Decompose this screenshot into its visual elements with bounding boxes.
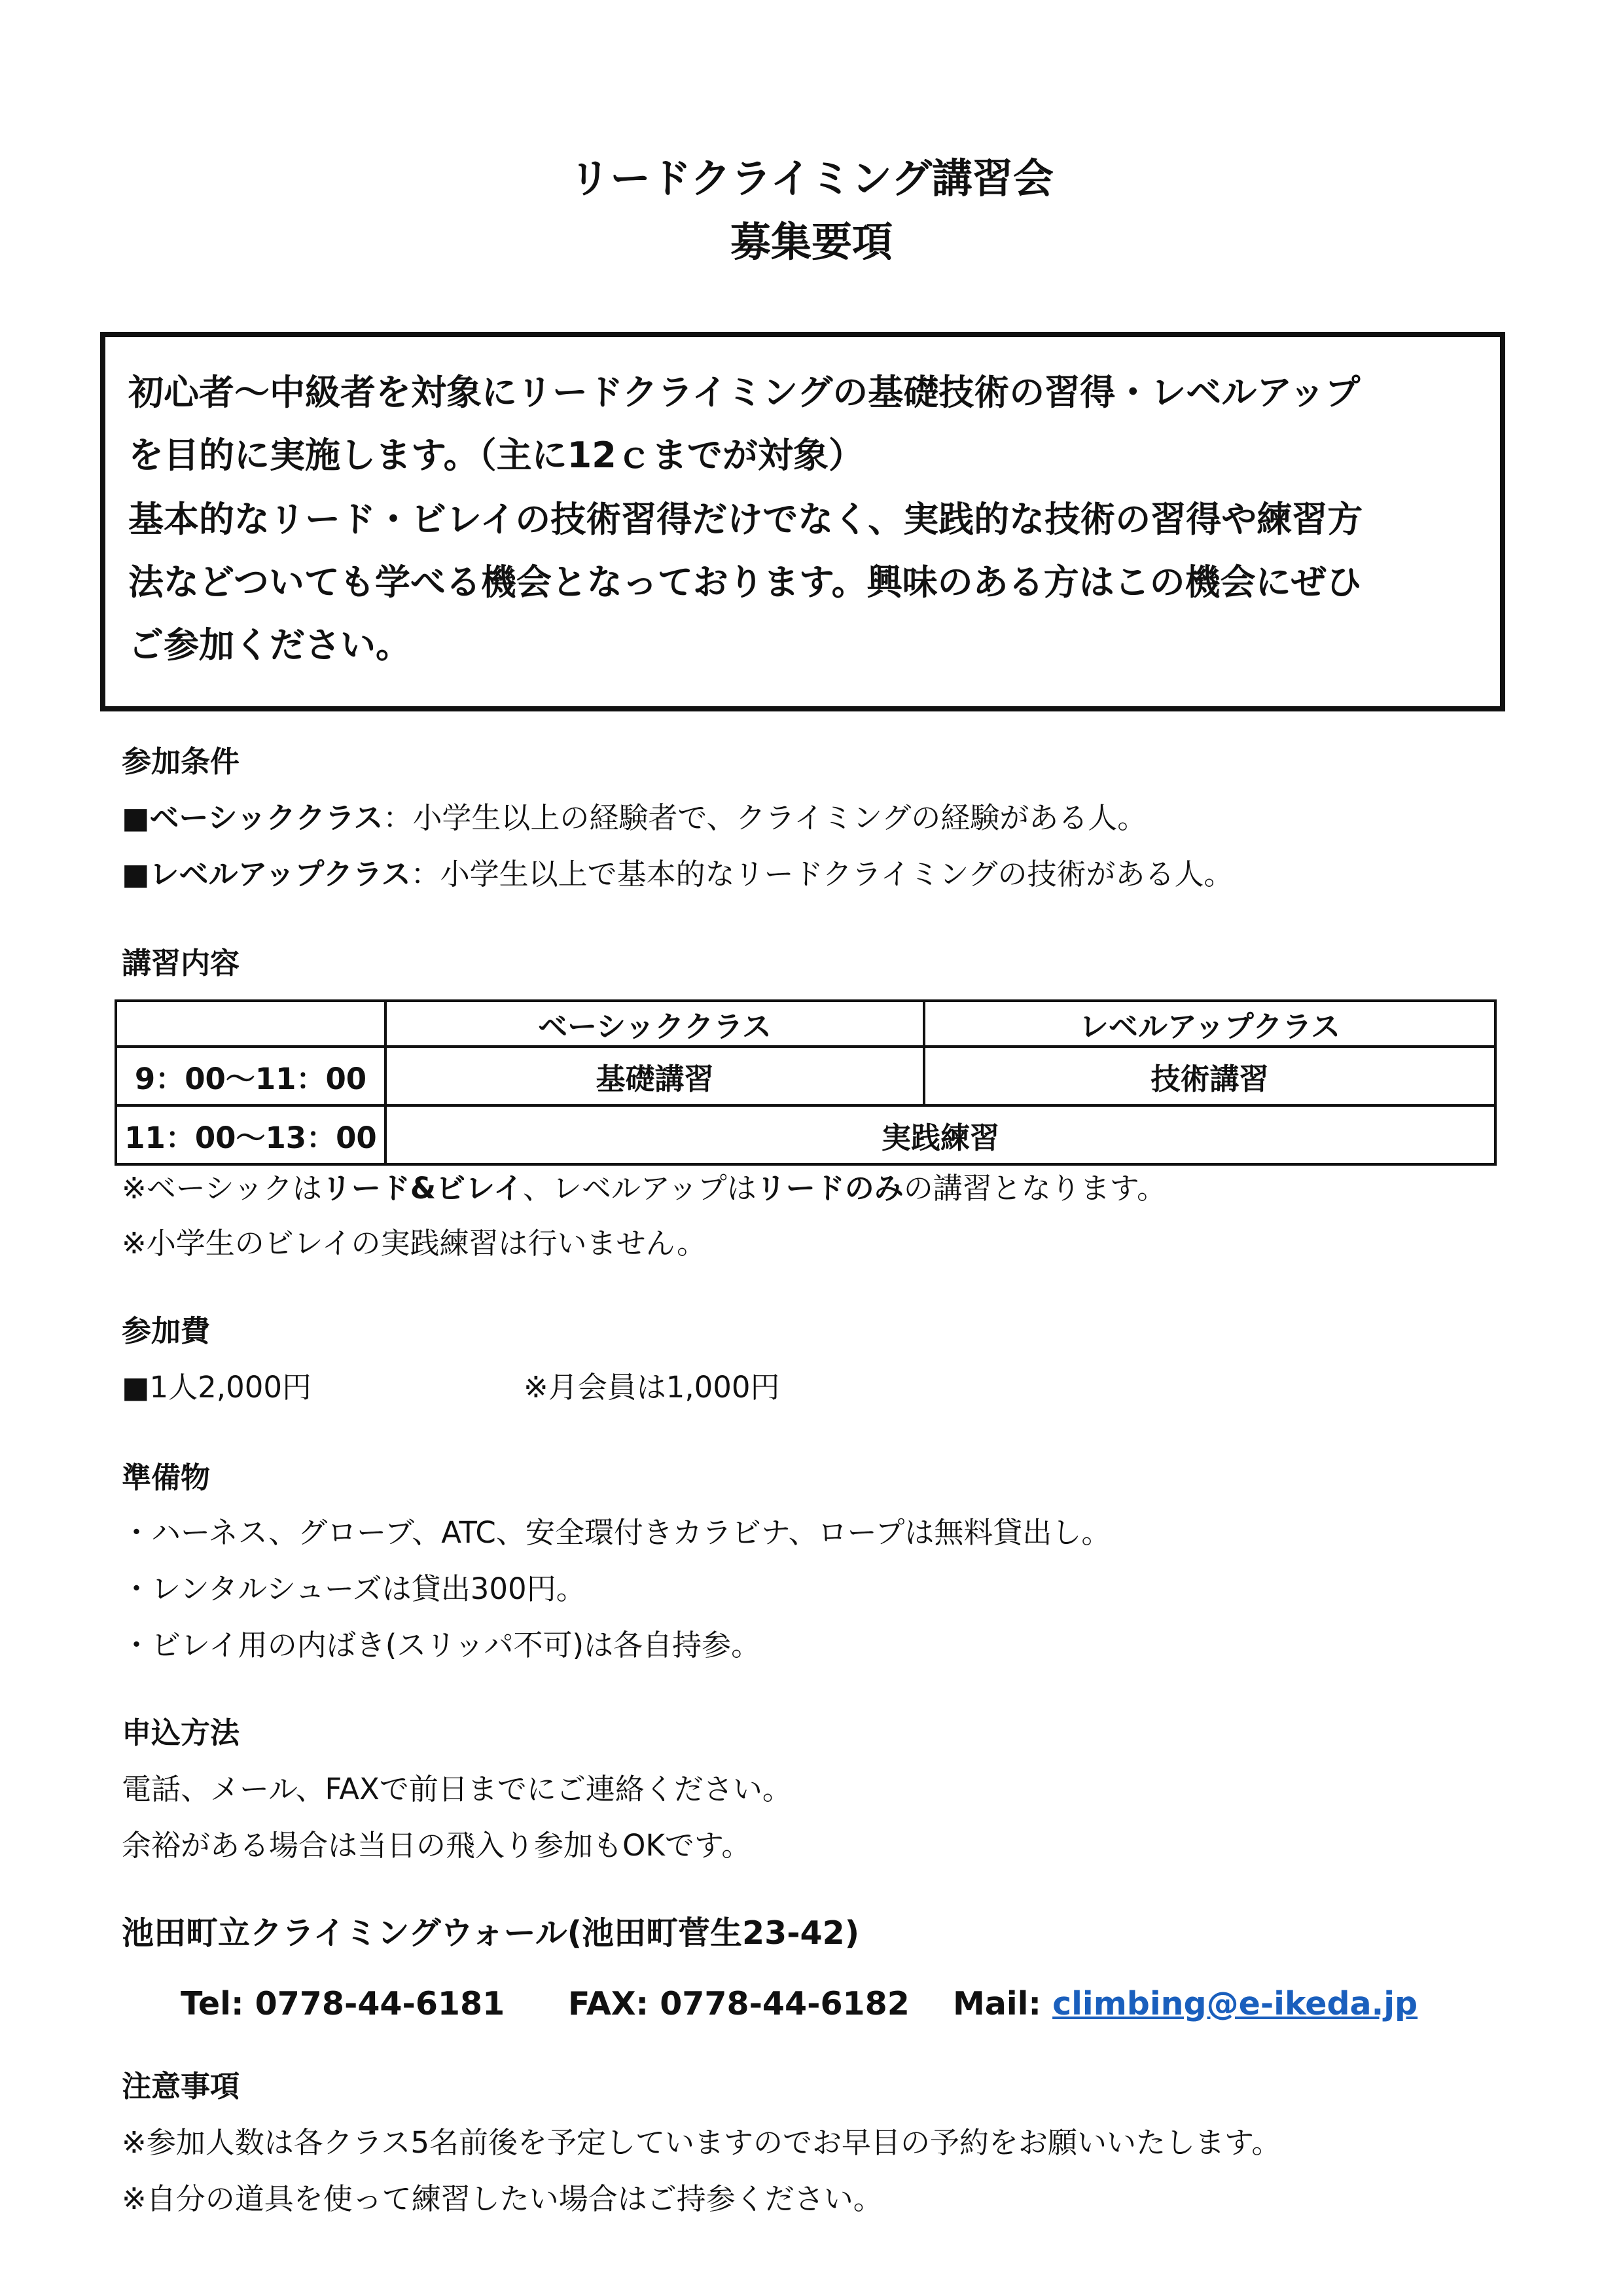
equipment-item: ・ビレイ用の内ばき(スリッパ不可)は各自持参。 bbox=[122, 1628, 761, 1662]
notes-line: ※自分の道具を使って練習したい場合はご持参ください。 bbox=[122, 2181, 883, 2216]
mail-link[interactable]: climbing@e-ikeda.jp bbox=[1052, 1985, 1418, 2022]
table-cell: 実践練習 bbox=[385, 1105, 1495, 1164]
table-header-row bbox=[116, 1001, 1495, 1047]
schedule-table bbox=[115, 999, 1497, 1166]
table-row bbox=[116, 1047, 1495, 1105]
condition-basic-text: ：小学生以上の経験者で、クライミングの経験がある人。 bbox=[383, 800, 1147, 835]
note-bold: リード&ビレイ bbox=[321, 1171, 523, 1206]
contact-fax: FAX: 0778-44-6182 bbox=[568, 1985, 910, 2022]
page-subtitle: 募集要項 bbox=[730, 218, 893, 266]
fee-member-note: ※月会員は1,000円 bbox=[524, 1370, 780, 1405]
condition-basic-label: ■ベーシッククラス bbox=[122, 800, 383, 835]
note-text: の講習となります。 bbox=[903, 1171, 1167, 1206]
page-title: リードクライミング講習会 bbox=[569, 154, 1054, 202]
conditions-heading: 参加条件 bbox=[122, 744, 240, 779]
content-note-2: ※小学生のビレイの実践練習は行いません。 bbox=[122, 1226, 707, 1261]
content-note-1 bbox=[122, 1169, 1166, 1208]
intro-line: 初心者〜中級者を対象にリードクライミングの基礎技術の習得・レベルアップ bbox=[128, 372, 1361, 413]
apply-heading: 申込方法 bbox=[122, 1715, 240, 1750]
content-heading: 講習内容 bbox=[122, 946, 240, 980]
table-time-cell: 9：00〜11：00 bbox=[116, 1047, 385, 1105]
table-row bbox=[116, 1105, 1495, 1164]
table-cell: 技術講習 bbox=[924, 1047, 1495, 1105]
intro-box bbox=[100, 332, 1505, 711]
intro-line: 法などついても学べる機会となっております。興味のある方はこの機会にぜひ bbox=[128, 562, 1362, 603]
table-header-cell: レベルアップクラス bbox=[924, 1001, 1495, 1047]
condition-basic bbox=[122, 798, 1147, 838]
apply-line: 電話、メール、FAXで前日までにご連絡ください。 bbox=[122, 1772, 792, 1806]
contact-tel: Tel: 0778-44-6181 bbox=[181, 1985, 505, 2022]
notes-line: ※参加人数は各クラス5名前後を予定していますのでお早目の予約をお願いいたします。 bbox=[122, 2125, 1281, 2160]
note-text: ※ベーシックは bbox=[122, 1171, 322, 1206]
table-header-cell: ベーシッククラス bbox=[385, 1001, 924, 1047]
mail-label: Mail: bbox=[953, 1985, 1053, 2022]
condition-levelup-text: ：小学生以上で基本的なリードクライミングの技術がある人。 bbox=[410, 857, 1234, 891]
equipment-heading: 準備物 bbox=[122, 1460, 211, 1495]
contact-mail bbox=[953, 1983, 1418, 2025]
facility-name: 池田町立クライミングウォール(池田町菅生23-42) bbox=[122, 1914, 860, 1952]
table-time-cell: 11：00〜13：00 bbox=[116, 1105, 385, 1164]
notes-heading: 注意事項 bbox=[122, 2069, 240, 2104]
apply-line: 余裕がある場合は当日の飛入り参加もOKです。 bbox=[122, 1828, 751, 1863]
equipment-item: ・ハーネス、グローブ、ATC、安全環付きカラビナ、ロープは無料貸出し。 bbox=[122, 1515, 1111, 1550]
note-text: 、レベルアップは bbox=[522, 1171, 757, 1206]
fee-heading: 参加費 bbox=[122, 1314, 211, 1348]
intro-line: 基本的なリード・ビレイの技術習得だけでなく、実践的な技術の習得や練習方 bbox=[128, 499, 1363, 540]
note-bold: リードのみ bbox=[756, 1171, 904, 1206]
condition-levelup-label: ■レベルアップクラス bbox=[122, 857, 411, 891]
intro-line: を目的に実施します。（主に12ｃまでが対象） bbox=[128, 435, 864, 476]
equipment-item: ・レンタルシューズは貸出300円。 bbox=[122, 1571, 586, 1606]
fee-price: ■1人2,000円 bbox=[122, 1370, 312, 1405]
table-header-cell bbox=[116, 1001, 385, 1047]
table-cell: 基礎講習 bbox=[385, 1047, 924, 1105]
intro-line: ご参加ください。 bbox=[128, 624, 411, 666]
condition-levelup bbox=[122, 855, 1234, 894]
